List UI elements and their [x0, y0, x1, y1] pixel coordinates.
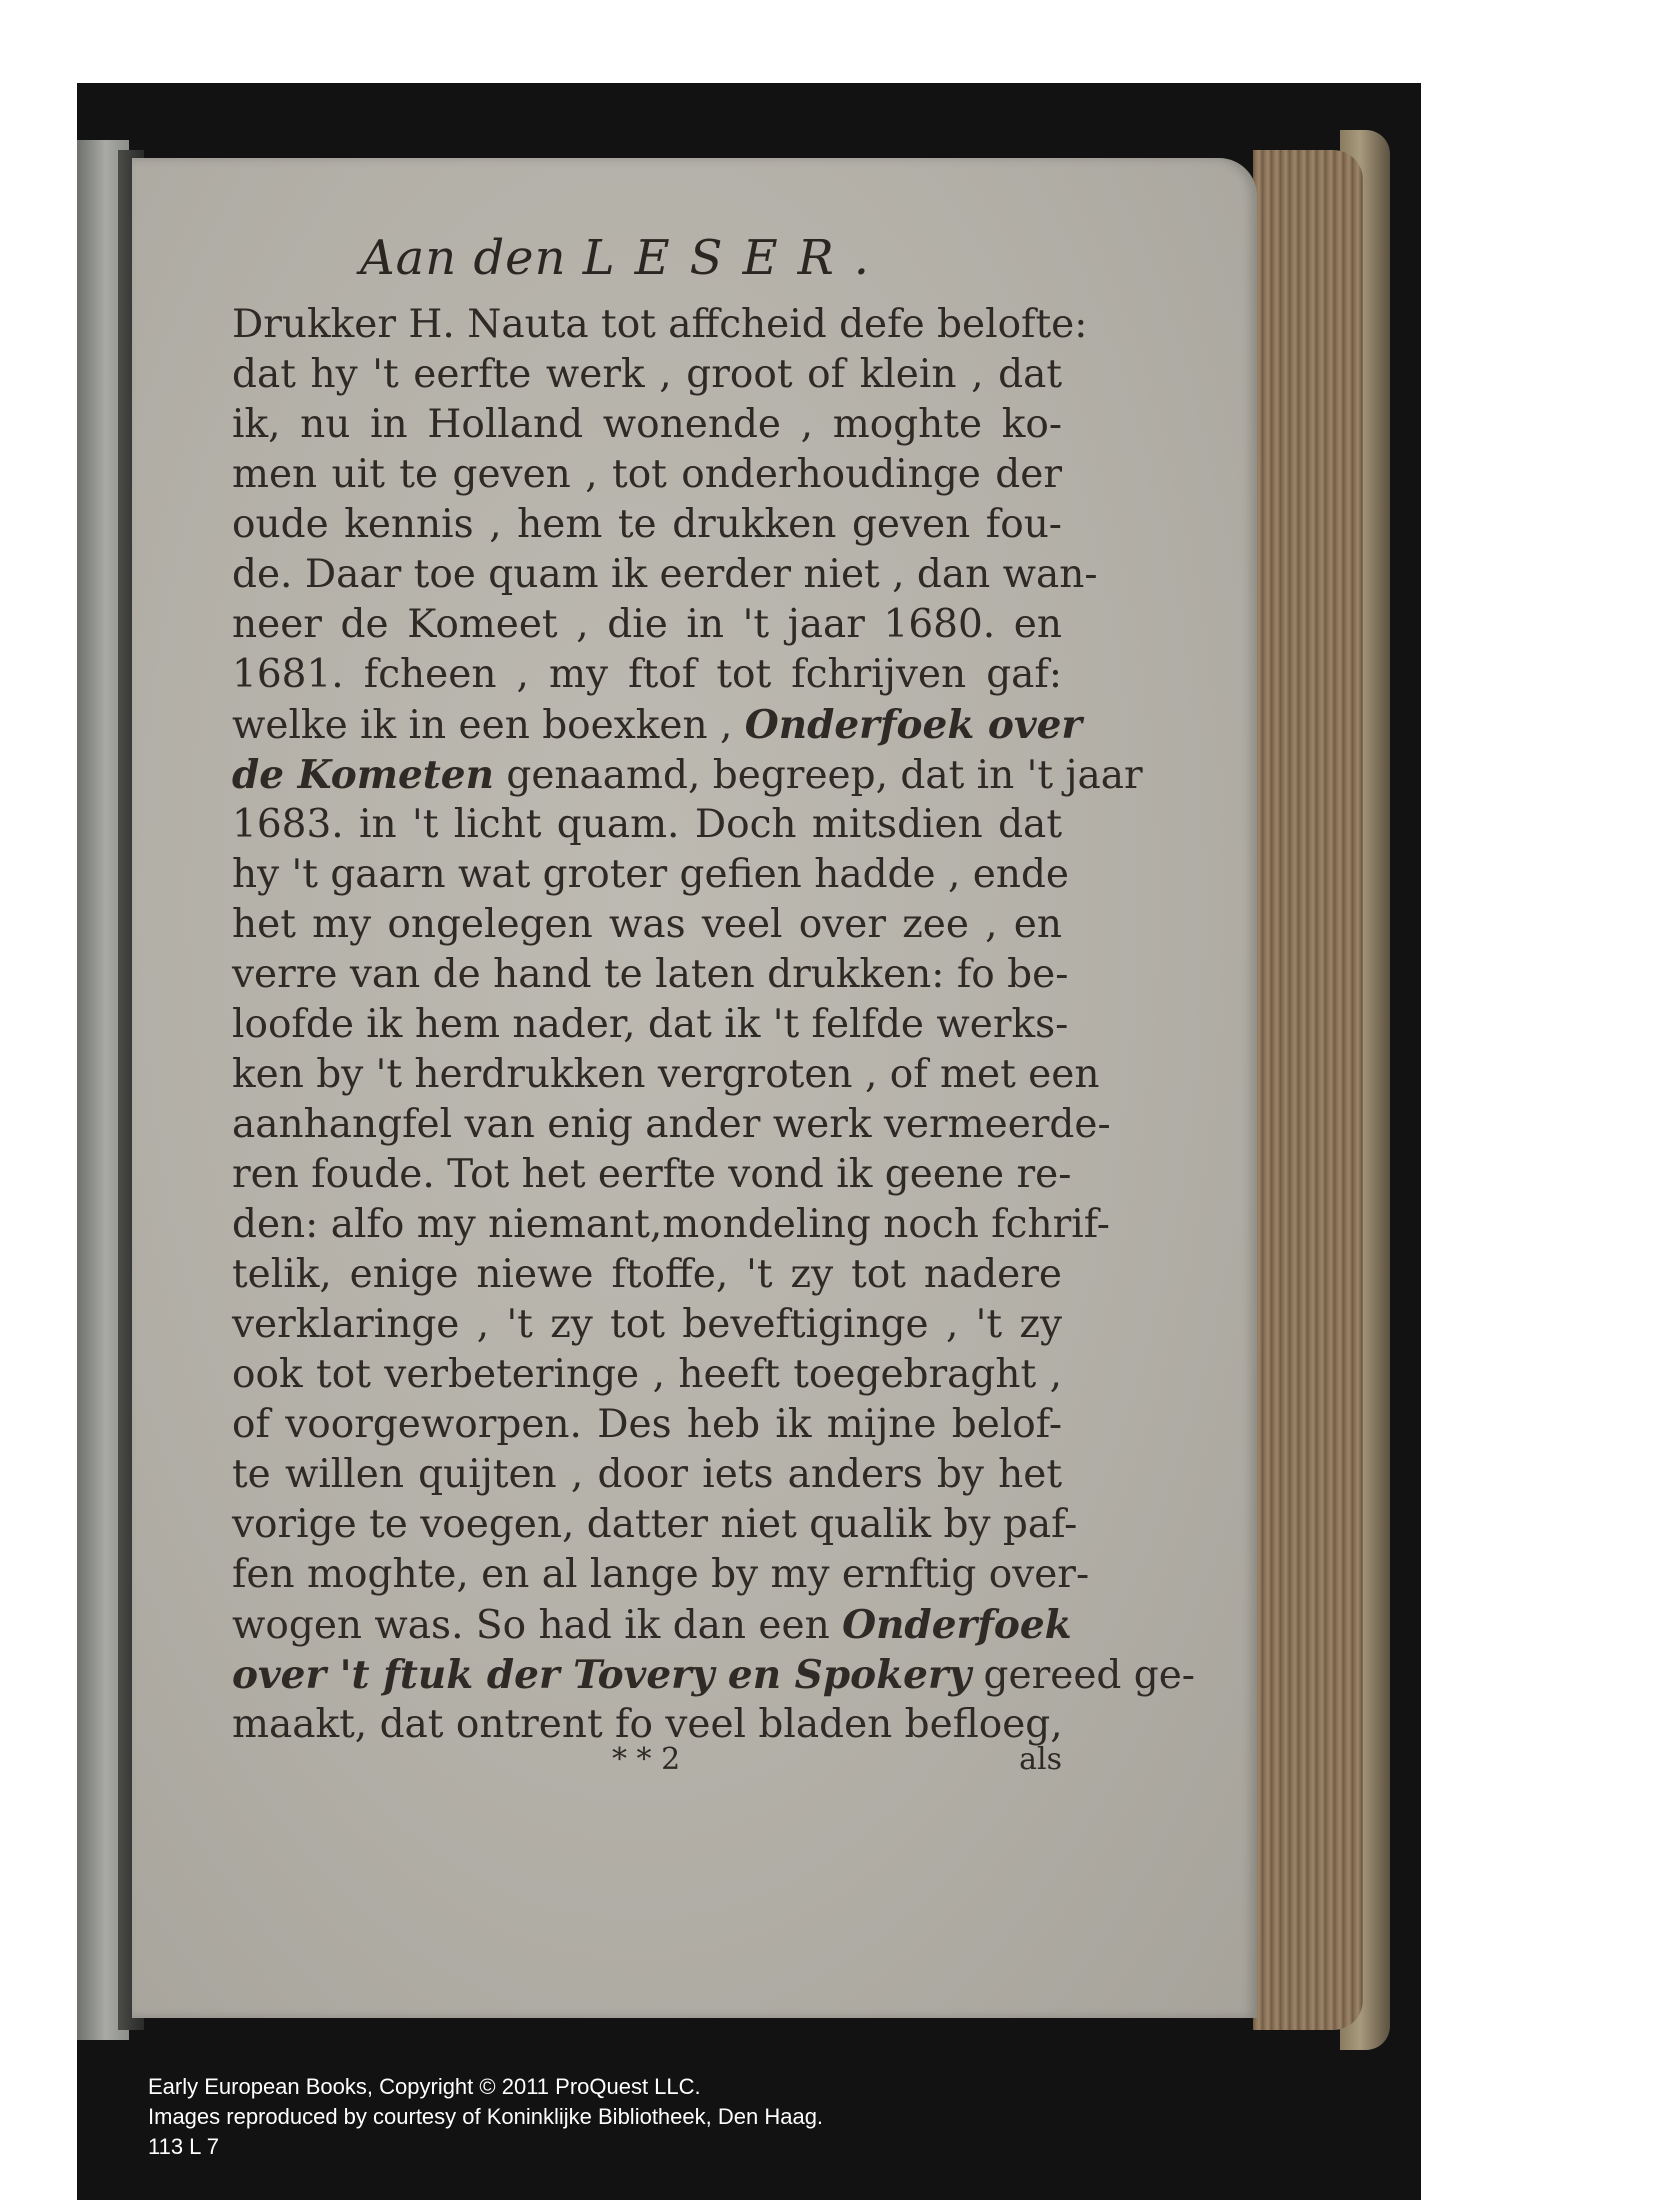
text-segment: loofde ik hem nader, dat ik 't felfde werks-: [232, 1002, 1069, 1047]
text-line: [232, 1300, 1062, 1350]
signature-mark: * * 2: [612, 1742, 681, 1777]
page-block-edges: [1253, 150, 1363, 2030]
text-line: [232, 1100, 1111, 1150]
text-segment: of voorgeworpen. Des heb ik mijne belof-: [232, 1402, 1062, 1447]
text-line: [232, 1450, 1062, 1500]
text-line: [232, 700, 1082, 750]
text-line: [232, 400, 1062, 450]
text-line: [232, 500, 1062, 550]
text-segment: fen moghte, en al lange by my ernftig over-: [232, 1552, 1090, 1597]
credit-line-3: 113 L 7: [148, 2134, 219, 2159]
text-segment: wogen was. So had ik dan een: [232, 1603, 843, 1648]
page-footer: [232, 1742, 1062, 1782]
text-line: [232, 950, 1069, 1000]
credit-line-1: Early European Books, Copyright © 2011 ProQuest LLC.: [148, 2074, 701, 2099]
italic-title: Onderfoek: [842, 1602, 1072, 1648]
text-segment: men uit te geven , tot onderhoudinge der: [232, 452, 1062, 497]
text-segment: welke ik in een boexken ,: [232, 703, 745, 748]
text-line: [232, 650, 1062, 700]
text-segment: hy 't gaarn wat groter gefien hadde , ende: [232, 852, 1070, 897]
text-line: [232, 800, 1062, 850]
text-line: [232, 1400, 1062, 1450]
copyright-credit: [148, 2072, 823, 2162]
text-segment: ken by 't herdrukken vergroten , of met een: [232, 1052, 1100, 1097]
text-line: [232, 1550, 1090, 1600]
text-segment: dat hy 't eerfte werk , groot of klein , dat: [232, 352, 1062, 397]
text-line: [232, 900, 1062, 950]
text-segment: ook tot verbeteringe , heeft toegebraght ,: [232, 1352, 1062, 1397]
text-line: [232, 750, 1143, 800]
text-segment: telik, enige niewe ftoffe, 't zy tot nadere: [232, 1252, 1062, 1297]
text-line: [232, 600, 1062, 650]
text-segment: verklaringe , 't zy tot beveftiginge , 't zy: [232, 1302, 1062, 1347]
text-segment: ren foude. Tot het eerfte vond ik geene re-: [232, 1152, 1072, 1197]
text-segment: oude kennis , hem te drukken geven fou-: [232, 502, 1062, 547]
heading-italic: Aan den: [360, 230, 567, 286]
text-segment: verre van de hand te laten drukken: fo be-: [232, 952, 1069, 997]
text-segment: de. Daar toe quam ik eerder niet , dan wan-: [232, 552, 1098, 597]
text-line: [232, 1600, 1072, 1650]
text-segment: aanhangfel van enig ander werk vermeerde-: [232, 1102, 1111, 1147]
text-line: [232, 550, 1098, 600]
italic-title: Onderfoek over: [744, 702, 1082, 748]
text-line: [232, 1650, 1195, 1700]
italic-title: over 't ftuk der Tovery en Spokery: [232, 1652, 972, 1698]
text-segment: maakt, dat ontrent fo veel bladen befloeg,: [232, 1702, 1063, 1747]
credit-line-2: Images reproduced by courtesy of Koninklijke Bibliotheek, Den Haag.: [148, 2104, 824, 2129]
italic-title: de Kometen: [232, 752, 494, 798]
heading-caps: LESER.: [582, 230, 889, 286]
text-line: [232, 1200, 1110, 1250]
page-heading: [360, 230, 889, 286]
text-segment: het my ongelegen was veel over zee , en: [232, 902, 1062, 947]
text-segment: 1681. fcheen , my ftof tot fchrijven gaf:: [232, 652, 1062, 697]
text-line: [232, 450, 1062, 500]
text-line: [232, 300, 1088, 350]
text-segment: neer de Komeet , die in 't jaar 1680. en: [232, 602, 1062, 647]
text-segment: ik, nu in Holland wonende , moghte ko-: [232, 402, 1062, 447]
text-line: [232, 1500, 1078, 1550]
text-line: [232, 1150, 1072, 1200]
text-line: [232, 1050, 1100, 1100]
text-line: [232, 1350, 1062, 1400]
text-segment: gereed ge-: [971, 1653, 1195, 1698]
page-body-text: [232, 300, 1195, 1750]
text-segment: genaamd, begreep, dat in 't jaar: [493, 753, 1143, 798]
catchword: als: [1019, 1742, 1062, 1777]
text-segment: Drukker H. Nauta tot affcheid defe belofte:: [232, 302, 1088, 347]
text-line: [232, 350, 1062, 400]
text-segment: 1683. in 't licht quam. Doch mitsdien dat: [232, 802, 1062, 847]
text-line: [232, 850, 1070, 900]
text-segment: te willen quijten , door iets anders by het: [232, 1452, 1062, 1497]
text-segment: den: alfo my niemant,mondeling noch fchrif-: [232, 1202, 1110, 1247]
text-line: [232, 1000, 1069, 1050]
text-segment: vorige te voegen, datter niet qualik by paf-: [232, 1502, 1078, 1547]
text-line: [232, 1250, 1062, 1300]
